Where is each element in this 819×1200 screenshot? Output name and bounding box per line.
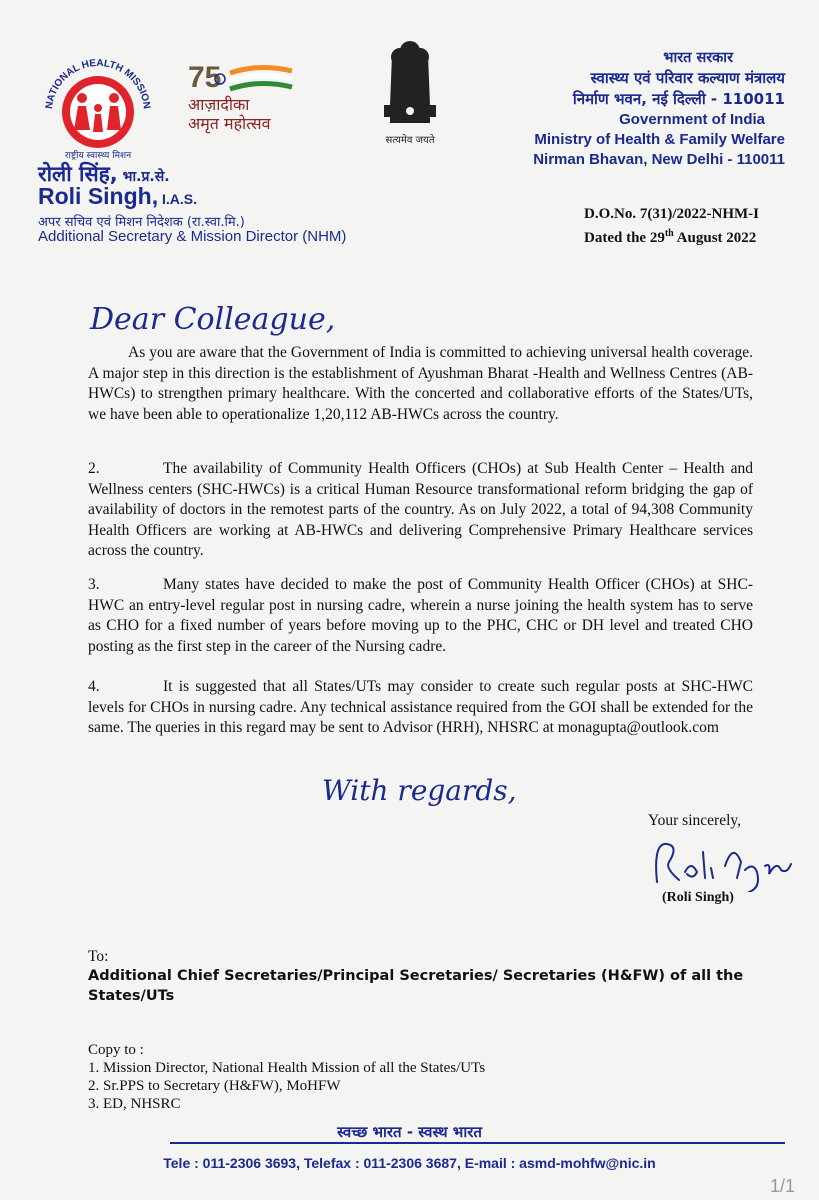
copy-to-item: 1. Mission Director, National Health Mission of all the States/UTs xyxy=(88,1060,486,1076)
office-english-line2: Ministry of Health & Family Welfare xyxy=(534,131,785,148)
office-english-line1: Government of India xyxy=(619,111,765,128)
copy-to-item: 3. ED, NHSRC xyxy=(88,1096,181,1112)
reference-block xyxy=(584,204,759,248)
paragraph-3: 3. Many states have decided to make the post of Community Health Officer (CHOs) at SHC-HWC an entry-level regular post in nursing cadre, wherein a nurse joining the health system has to serve as CHO for a fixed number of years before moving up to the PHC, CHC or DH level and treated CHO posting as the first step in the career of the Nursing cadre. xyxy=(88,576,753,655)
to-recipients: Additional Chief Secretaries/Principal Secretaries/ Secretaries (H&FW) of all the States/UTs xyxy=(88,968,744,1004)
nhm-ring-text: NATIONAL HEALTH MISSION xyxy=(44,57,152,110)
sender-name-hindi: रोली सिंह, भा.प्र.से. xyxy=(38,162,170,186)
sender-name-english: Roli Singh, I.A.S. xyxy=(38,183,198,209)
footer-contact: Tele : 011-2306 3693, Telefax : 011-2306 3687, E-mail : asmd-mohfw@nic.in xyxy=(163,1155,656,1171)
sender-designation-english: Additional Secretary & Mission Director (NHM) xyxy=(38,228,347,245)
office-hindi-line3: निर्माण भवन, नई दिल्ली - 110011 xyxy=(572,90,785,108)
nhm-logo xyxy=(30,40,165,160)
office-hindi-line1: भारत सरकार xyxy=(663,50,733,66)
paragraph-4: 4. It is suggested that all States/UTs may consider to create such regular posts at SHC-HWC levels for CHOs in nursing cadre. Any technical assistance required from the GOI shall be extended for the same. The queries in this regard may be sent to Advisor (HRH), NHSRC at monagupta@outlook.com xyxy=(88,678,753,736)
footer-divider xyxy=(170,1142,785,1144)
sender-title-english: I.A.S. xyxy=(158,191,198,207)
letter-date: Dated the 29th August 2022 xyxy=(584,228,757,246)
state-emblem xyxy=(370,35,450,150)
emblem-motto: सत्यमेव जयते xyxy=(385,135,435,146)
azadi-ka-amrit-mahotsav-logo xyxy=(180,55,300,135)
office-address xyxy=(533,48,785,170)
office-hindi-line2: स्वास्थ्य एवं परिवार कल्याण मंत्रालय xyxy=(590,69,785,87)
paragraph-2: 2. The availability of Community Health Officers (CHOs) at Sub Health Center – Health and Wellness centers (SHC-HWCs) is a critical Human Resource transformational reform bridging the gap of availability of doctors in the remotest parts of the country. As on July 2022, a total of 94,308 Community Health Officers are working at AB-HWCs and delivering Comprehensive Primary Healthcare services across the country. xyxy=(88,460,753,559)
sender-title-hindi: भा.प्र.से. xyxy=(117,169,170,185)
footer-slogan: स्वच्छ भारत - स्वस्थ भारत xyxy=(337,1123,482,1141)
complimentary-close: Your sincerely, xyxy=(648,812,741,829)
copy-to-list xyxy=(88,1059,485,1113)
signature xyxy=(645,832,805,892)
nhm-hindi-text: राष्ट्रीय स्वास्थ्य मिशन xyxy=(64,151,132,160)
azadi-line1: आज़ादीका xyxy=(188,95,250,114)
page-indicator: 1/1 xyxy=(769,1176,795,1196)
azadi-line2: अमृत महोत्सव xyxy=(188,114,271,133)
azadi-number: 75 xyxy=(188,61,222,94)
sender-designation-hindi: अपर सचिव एवं मिशन निदेशक (रा.स्वा.मि.) xyxy=(38,215,245,230)
svg-text:Dear Colleague,: Dear Colleague, xyxy=(90,302,336,337)
office-english-line3: Nirman Bhavan, New Delhi - 110011 xyxy=(533,151,785,168)
signatory-name: (Roli Singh) xyxy=(662,890,734,905)
do-number: D.O.No. 7(31)/2022-NHM-I xyxy=(584,206,759,222)
handwritten-closing xyxy=(320,768,550,818)
svg-text:With regards,: With regards, xyxy=(322,774,517,807)
copy-to-item: 2. Sr.PPS to Secretary (H&FW), MoHFW xyxy=(88,1078,341,1094)
copy-to-label: Copy to : xyxy=(88,1042,144,1058)
to-label: To: xyxy=(88,948,109,965)
handwritten-salutation xyxy=(88,295,348,345)
paragraph-1: As you are aware that the Government of India is committed to achieving universal health coverage. A major step in this direction is the establishment of Ayushman Bharat -Health and Wellness Centres (AB-HWCs) to strengthen primary healthcare. With the concerted and collaborative efforts of the States/UTs, we have been able to operationalize 1,20,112 AB-HWCs across the country. xyxy=(88,344,753,423)
